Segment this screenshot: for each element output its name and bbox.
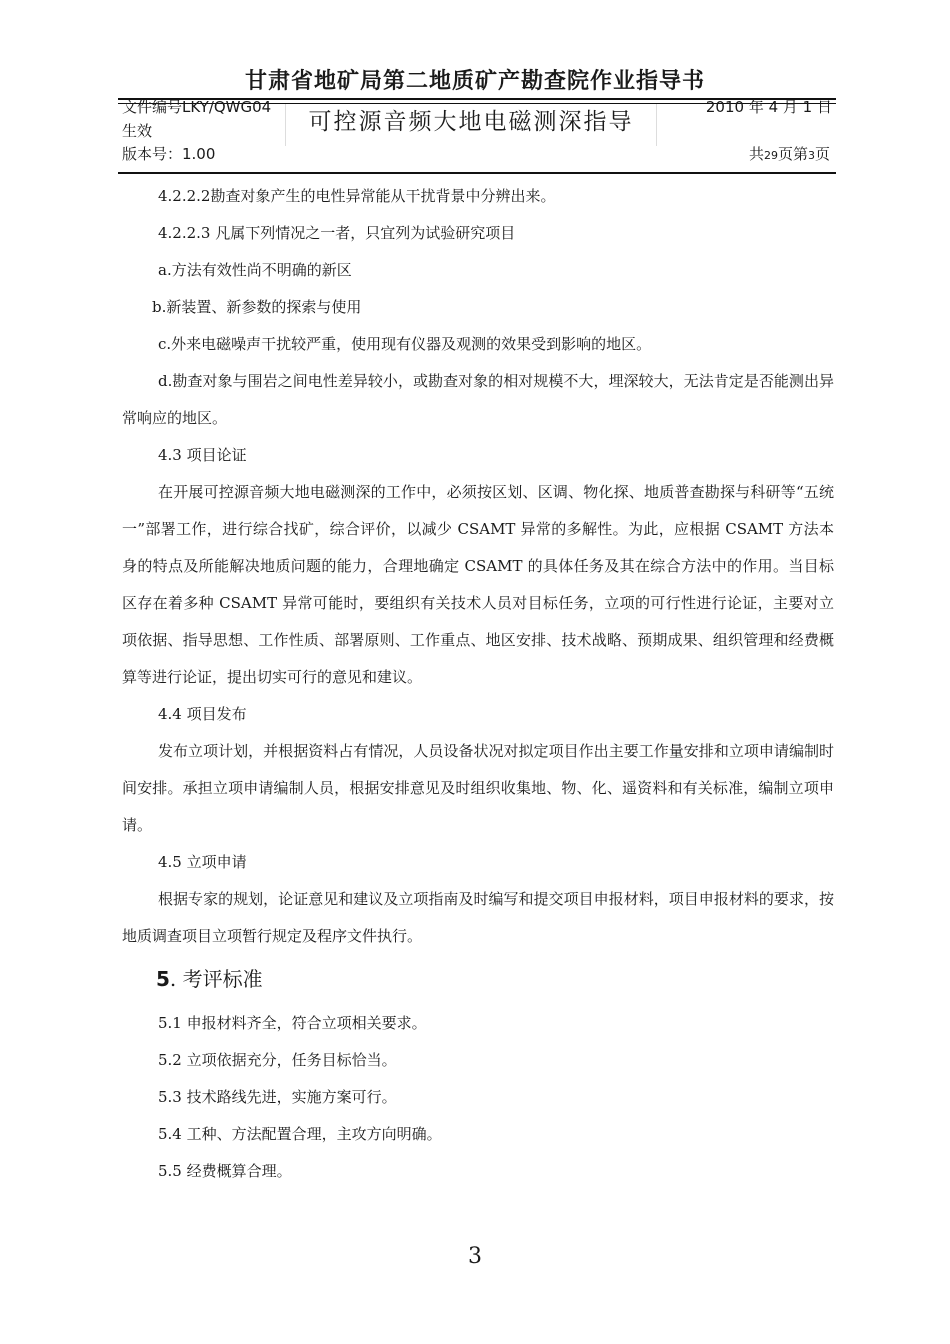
page-number: 3: [468, 1244, 482, 1269]
effective-label: 生效: [122, 122, 153, 140]
header-rule-bottom: [118, 172, 836, 174]
section-heading-4-4: 4.4 项目发布: [158, 705, 247, 723]
paragraph: 4.2.2.3 凡属下列情况之一者，只宜列为试验研究项目: [158, 224, 516, 242]
pages-mid: 页第: [777, 145, 808, 163]
paragraph: 在开展可控源音频大地电磁测深的工作中，必须按区划、区调、物化探、地质普查勘探与科研等“五统一”部署工作，进行综合找矿，综合评价，以减少 CSAMT 异常的多解性。为此，应根据 CSAMT 方法本身的特点及所能解决地质问题的能力，合理地确定 CSAMT 的具体任务及其在综合方法中的作用。当目标区存在着多种 CSAMT 异常可能时，要组织有关技术人员对目标任务，立项的可行性进行论证，主要对立项依据、指导思想、工作性质、部署原则、工作重点、地区安排、技术战略、预期成果、组织管理和经费概算等进行论证，提出切实可行的意见和建议。: [122, 483, 834, 686]
doc-number: 文件编号LKY/QWG04: [122, 98, 272, 116]
criteria-item: 5.1 申报材料齐全，符合立项相关要求。: [158, 1014, 427, 1032]
criteria-item: 5.5 经费概算合理。: [158, 1162, 292, 1180]
section-number: 5: [156, 967, 170, 991]
pages-current: 3: [807, 149, 815, 162]
pages-suffix: 页: [814, 145, 830, 163]
list-item: d.勘查对象与围岩之间电性差异较小，或勘查对象的相对规模不大，埋深较大，无法肯定是否能测出异常响应的地区。: [122, 372, 834, 427]
pages-prefix: 共: [748, 145, 764, 163]
paragraph: 4.2.2.2勘查对象产生的电性异常能从干扰背景中分辨出来。: [158, 187, 556, 205]
paragraph: 根据专家的规划，论证意见和建议及立项指南及时编写和提交项目申报材料，项目申报材料的要求，按地质调查项目立项暂行规定及程序文件执行。: [122, 890, 834, 945]
pages-total: 29: [763, 149, 778, 162]
org-title: 甘肃省地矿局第二地质矿产勘查院作业指导书: [244, 69, 705, 94]
section-title: . 考评标准: [169, 967, 263, 991]
page-count: [749, 145, 830, 165]
section-heading-4-5: 4.5 立项申请: [158, 853, 247, 871]
criteria-item: 5.2 立项依据充分，任务目标恰当。: [158, 1051, 397, 1069]
paragraph: 发布立项计划，并根据资料占有情况，人员设备状况对拟定项目作出主要工作量安排和立项申请编制时间安排。承担立项申请编制人员，根据安排意见及时组织收集地、物、化、遥资料和有关标准，编制立项申请。: [122, 742, 834, 834]
list-item: b.新装置、新参数的探索与使用: [152, 298, 362, 316]
doc-title: 可控源音频大地电磁测深指导: [285, 104, 657, 146]
section-heading-5: [156, 959, 834, 999]
section-heading-4-3: 4.3 项目论证: [158, 446, 247, 464]
document-body: [122, 178, 834, 1190]
criteria-item: 5.4 工种、方法配置合理，主攻方向明确。: [158, 1125, 442, 1143]
list-item: c.外来电磁噪声干扰较严重，使用现有仪器及观测的效果受到影响的地区。: [158, 335, 652, 353]
list-item: a.方法有效性尚不明确的新区: [158, 261, 352, 279]
version-number: 版本号：1.00: [122, 145, 216, 163]
effective-date: 2010 年 4 月 1 日: [705, 98, 832, 116]
criteria-item: 5.3 技术路线先进，实施方案可行。: [158, 1088, 397, 1106]
